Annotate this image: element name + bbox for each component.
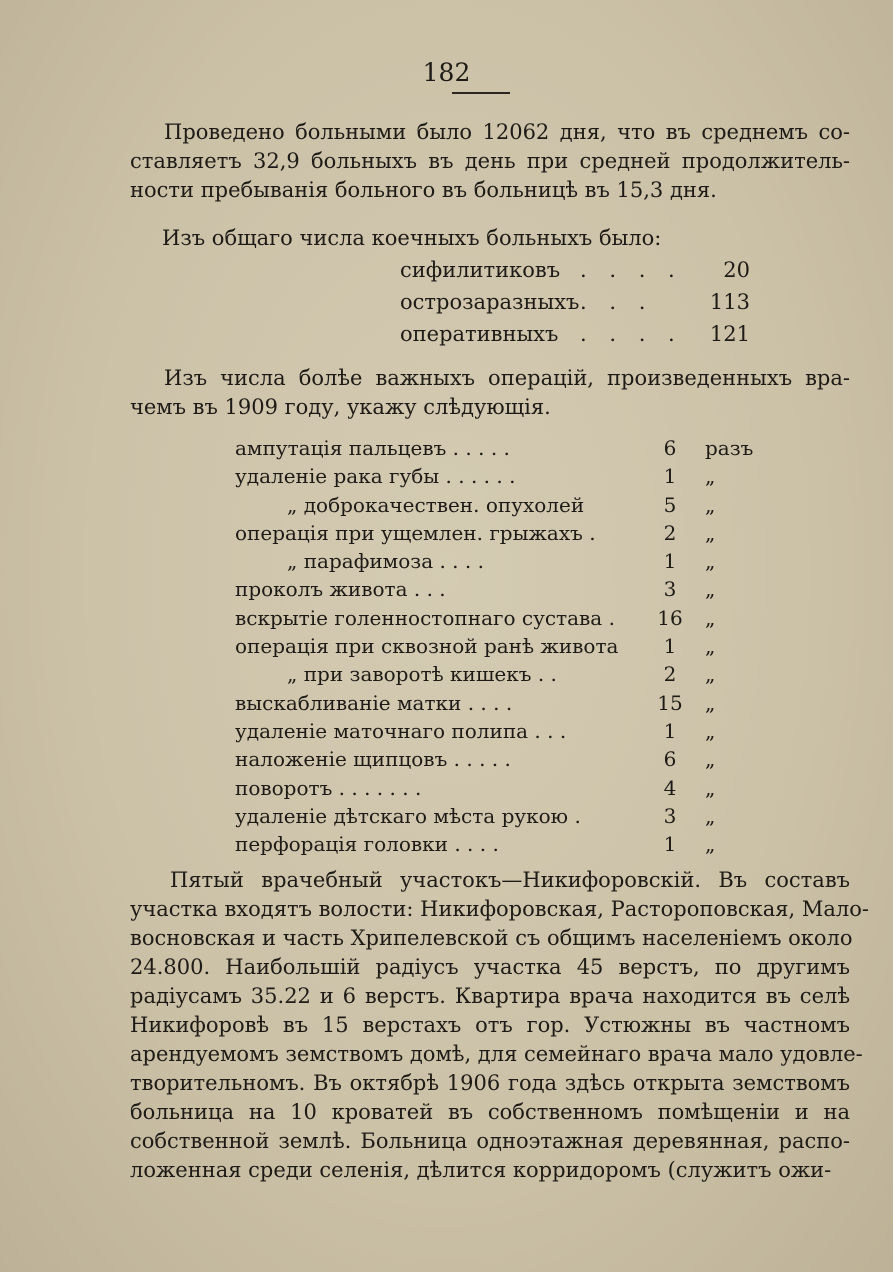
fifth-district-paragraph (130, 866, 869, 1185)
operation-count: 2 (663, 662, 677, 687)
operation-count: 1 (663, 549, 677, 574)
operation-count: 3 (663, 577, 677, 602)
text-line: собственной землѣ. Больница одноэтажная деревянная, распо- (130, 1129, 850, 1153)
operation-name: операція при сквозной ранѣ живота (235, 634, 619, 659)
beds-table (400, 258, 750, 354)
operation-row (235, 776, 755, 804)
operation-name: „ при заворотѣ кишекъ . . (287, 662, 557, 687)
operation-row (235, 634, 755, 662)
operation-unit: „ (705, 492, 716, 517)
operation-count: 5 (663, 492, 677, 517)
operation-row (235, 804, 755, 832)
beds-count: 113 (709, 290, 750, 314)
operation-row (235, 832, 755, 860)
operation-unit: „ (705, 690, 716, 715)
operation-row (235, 436, 755, 464)
text-line: радіусамъ 35.22 и 6 верстъ. Квартира врача находится въ селѣ (130, 984, 850, 1008)
operation-unit: „ (705, 747, 716, 772)
beds-category: оперативныхъ (400, 322, 559, 346)
leader-dots: . . . . (580, 322, 683, 346)
operation-row (235, 719, 755, 747)
operation-count: 3 (663, 803, 677, 828)
intro-paragraph (130, 118, 850, 205)
leader-dots: . . . . (580, 258, 683, 282)
operation-unit: „ (705, 775, 716, 800)
operation-name: удаленіе дѣтскаго мѣста рукою . (235, 803, 581, 828)
operation-unit: „ (705, 577, 716, 602)
leader-dots: . . . (580, 290, 654, 314)
text-line: Изъ числа болѣе важныхъ операцій, произведенныхъ вра- (164, 366, 850, 390)
operation-unit: „ (705, 662, 716, 687)
beds-category: сифилитиковъ (400, 258, 561, 282)
operation-unit: „ (705, 803, 716, 828)
operation-name: выскабливаніе матки . . . . (235, 690, 513, 715)
text-line: Проведено больными было 12062 дня, что въ среднемъ со- (164, 120, 850, 144)
text-line: Пятый врачебный участокъ—Никифоровскій. Въ составъ (170, 868, 850, 892)
text-line: восновская и часть Хрипелевской съ общимъ населеніемъ около (130, 926, 853, 950)
operation-unit: „ (705, 832, 716, 857)
page-number-rule (452, 92, 510, 94)
text-line: чемъ въ 1909 году, укажу слѣдующія. (130, 395, 551, 419)
text-line: ложенная среди селенія, дѣлится корридоромъ (служитъ ожи- (130, 1158, 832, 1182)
operation-count: 6 (663, 436, 677, 460)
text-line: больница на 10 кроватей въ собственномъ помѣщеніи и на (130, 1100, 850, 1124)
text-line: ности пребыванія больного въ больницѣ въ 15,3 дня. (130, 178, 717, 202)
beds-count: 20 (723, 258, 750, 282)
operation-unit: „ (705, 605, 716, 630)
operation-row (235, 606, 755, 634)
operation-name: проколъ живота . . . (235, 577, 446, 602)
page-number: 182 (422, 58, 471, 87)
operations-table (235, 436, 755, 860)
beds-count: 121 (709, 322, 750, 346)
beds-row (400, 290, 750, 322)
operation-row (235, 662, 755, 690)
text-line: ставляетъ 32,9 больныхъ въ день при средней продолжитель- (130, 149, 850, 173)
text-line: Никифоровѣ въ 15 верстахъ отъ гор. Устюжны въ частномъ (130, 1013, 850, 1037)
operation-count: 15 (657, 690, 683, 715)
beds-row (400, 322, 750, 354)
operation-unit: разъ (705, 436, 754, 460)
operation-name: поворотъ . . . . . . . (235, 775, 422, 800)
operation-row (235, 691, 755, 719)
operation-unit: „ (705, 520, 716, 545)
beds-intro (162, 224, 722, 253)
operation-count: 4 (663, 775, 677, 800)
operation-row (235, 549, 755, 577)
text-line: арендуемомъ земствомъ домѣ, для семейнаго врача мало удовле- (130, 1042, 863, 1066)
operation-unit: „ (705, 634, 716, 659)
operation-count: 1 (663, 464, 677, 489)
text-line: 24.800. Наибольшій радіусъ участка 45 верстъ, по другимъ (130, 955, 850, 979)
operation-name: ампутація пальцевъ . . . . . (235, 436, 510, 460)
operation-count: 1 (663, 832, 677, 857)
operation-unit: „ (705, 718, 716, 743)
operation-unit: „ (705, 549, 716, 574)
operation-count: 1 (663, 718, 677, 743)
operation-row (235, 747, 755, 775)
operation-name: „ доброкачествен. опухолей (287, 492, 585, 517)
operation-name: операція при ущемлен. грыжахъ . (235, 520, 596, 545)
operation-count: 6 (663, 747, 677, 772)
beds-row (400, 258, 750, 290)
operation-name: наложеніе щипцовъ . . . . . (235, 747, 511, 772)
operation-count: 2 (663, 520, 677, 545)
operation-count: 1 (663, 634, 677, 659)
operation-row (235, 464, 755, 492)
operation-name: вскрытіе голенностопнаго сустава . (235, 605, 615, 630)
beds-intro-text: Изъ общаго числа коечныхъ больныхъ было: (162, 226, 662, 250)
operation-row (235, 577, 755, 605)
text-line: творительномъ. Въ октябрѣ 1906 года здѣсь открыта земствомъ (130, 1071, 850, 1095)
operation-count: 16 (657, 605, 683, 630)
operation-name: удаленіе маточнаго полипа . . . (235, 718, 567, 743)
text-line: участка входятъ волости: Никифоровская, Растороповская, Мало- (130, 897, 869, 921)
operation-name: перфорація головки . . . . (235, 832, 499, 857)
beds-category: острозаразныхъ (400, 290, 580, 314)
operation-unit: „ (705, 464, 716, 489)
operations-intro (130, 364, 850, 422)
operation-name: удаленіе рака губы . . . . . . (235, 464, 516, 489)
operation-row (235, 493, 755, 521)
operation-name: „ парафимоза . . . . (287, 549, 484, 574)
operation-row (235, 521, 755, 549)
